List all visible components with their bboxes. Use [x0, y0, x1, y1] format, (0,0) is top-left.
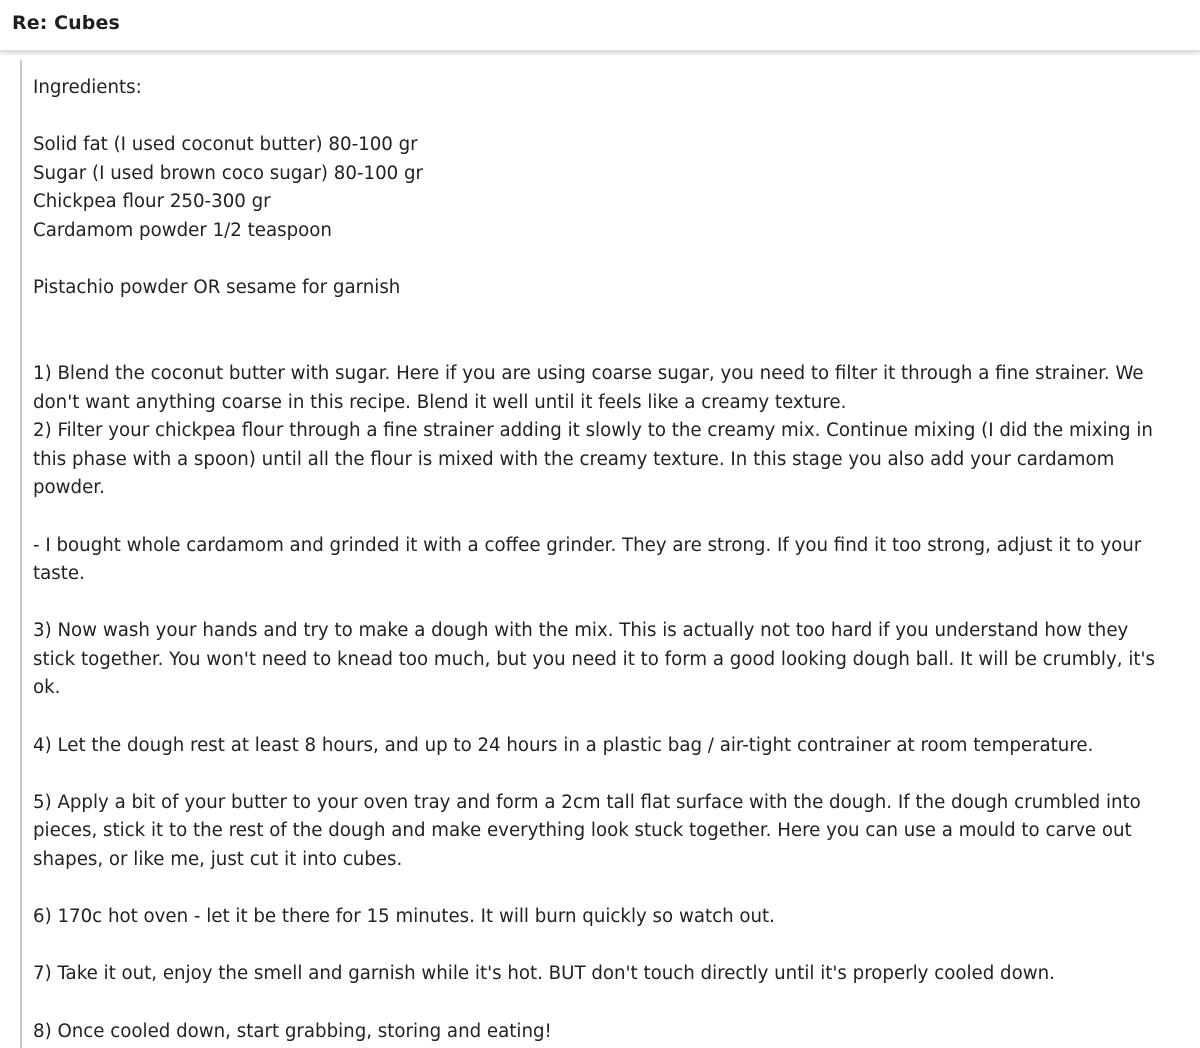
- blank-line: [33, 875, 1188, 904]
- body-line: Pistachio powder OR sesame for garnish: [33, 277, 401, 299]
- body-line: Ingredients:: [33, 77, 142, 98]
- blank-line: [33, 103, 1188, 132]
- quote-bar: [20, 60, 22, 1048]
- blank-line: [33, 760, 1188, 789]
- blank-line: [33, 503, 1188, 532]
- body-line: 3) Now wash your hands and try to make a dough with the mix. This is actually not too hard if you understand how they: [33, 620, 1129, 642]
- body-line: - I bought whole cardamom and grinded it with a coffee grinder. They are strong. If you find it too strong, adjust it to your: [33, 534, 1142, 556]
- body-line: stick together. You won't need to knead too much, but you need it to form a good looking dough ball. It will be crumbly, it's: [33, 648, 1155, 670]
- body-line: 7) Take it out, enjoy the smell and garnish while it's hot. BUT don't touch directly until it's properly cooled down.: [33, 963, 1055, 985]
- message-body: [33, 74, 1188, 1046]
- body-line: shapes, or like me, just cut it into cubes.: [33, 849, 403, 871]
- blank-line: [33, 989, 1188, 1018]
- blank-line: [33, 703, 1188, 732]
- message-subject: Re: Cubes: [12, 12, 120, 34]
- body-line: Sugar (I used brown coco sugar) 80-100 gr: [33, 162, 424, 184]
- blank-line: [33, 246, 1188, 275]
- body-line: powder.: [33, 477, 105, 499]
- blank-line: [33, 303, 1188, 332]
- body-line: 5) Apply a bit of your butter to your oven tray and form a 2cm tall flat surface with the dough. If the dough crumbled into: [33, 791, 1141, 813]
- body-line: Cardamom powder 1/2 teaspoon: [33, 219, 332, 241]
- body-line: 4) Let the dough rest at least 8 hours, and up to 24 hours in a plastic bag / air-tight contrainer at room temperature.: [33, 734, 1094, 756]
- blank-line: [33, 331, 1188, 360]
- body-line: 8) Once cooled down, start grabbing, storing and eating!: [33, 1020, 552, 1042]
- body-line: don't want anything coarse in this recipe. Blend it well until it feels like a creamy texture.: [33, 391, 847, 413]
- message-header: [0, 0, 1200, 51]
- body-line: Chickpea flour 250-300 gr: [33, 191, 271, 213]
- body-line: pieces, stick it to the rest of the dough and make everything look stuck together. Here you can use a mould to carve out: [33, 820, 1132, 842]
- body-line: 6) 170c hot oven - let it be there for 15 minutes. It will burn quickly so watch out.: [33, 906, 775, 928]
- body-line: taste.: [33, 563, 85, 585]
- body-line: 1) Blend the coconut butter with sugar. Here if you are using coarse sugar, you need to filter it through a fine strainer. We: [33, 362, 1144, 384]
- body-line: Solid fat (I used coconut butter) 80-100 gr: [33, 134, 418, 156]
- blank-line: [33, 589, 1188, 618]
- body-line: 2) Filter your chickpea flour through a fine strainer adding it slowly to the creamy mix. Continue mixing (I did the mixing in: [33, 420, 1153, 442]
- body-line: ok.: [33, 677, 61, 699]
- blank-line: [33, 932, 1188, 961]
- body-line: this phase with a spoon) until all the flour is mixed with the creamy texture. In this stage you also add your cardamom: [33, 448, 1115, 470]
